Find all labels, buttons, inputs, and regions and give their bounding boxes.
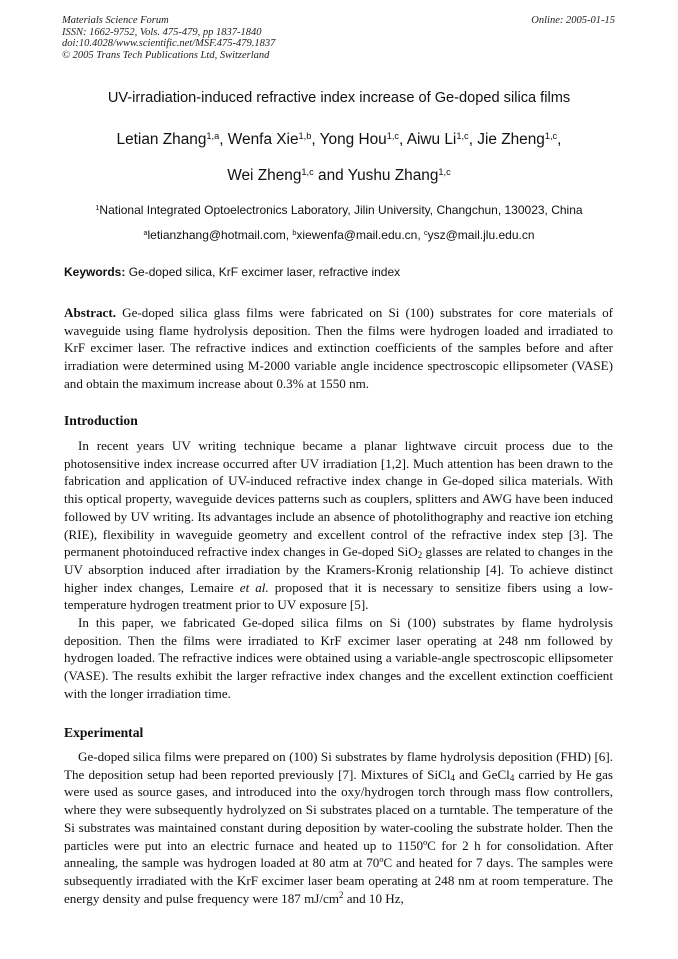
author-affiliation-mark: 1,b (298, 130, 312, 141)
online-date: Online: 2005-01-15 (531, 15, 615, 26)
introduction-body (64, 437, 613, 703)
author-affiliation-mark: 1,c (438, 166, 451, 177)
author-line-1: Letian Zhang$^{1,a}$, Wenfa Xie$^{1,b}$, Yong Hou$^{1,c}$, Aiwu Li$^{1,c}$, Jie Zheng$^{1,c}$, (116, 130, 562, 148)
author-affiliation-mark: 1,c (301, 166, 314, 177)
author-name: Letian Zhang (116, 131, 207, 148)
abstract-text: Ge-doped silica glass films were fabricated on Si (100) substrates for core materials of waveguide using flame hydrolysis deposition. Then the films were hydrogen loaded and irradiated to KrF excimer laser. The refractive indices and extinction coefficients of the samples before and after irradiation were determined using M-2000 variable angle incidence spectroscopic ellipsometer (VASE) and obtain the maximum increase about 0.3% at 1550 nm. (64, 305, 613, 391)
author-name: Yushu Zhang (347, 167, 439, 184)
author-name: Aiwu Li (406, 131, 457, 148)
keywords-text: Ge-doped silica, KrF excimer laser, refractive index (128, 265, 401, 279)
issn-line: ISSN: 1662-9752, Vols. 475-479, pp 1837-1840 (62, 26, 262, 38)
text-run: Ge-doped silica films were prepared on (100) Si substrates by flame hydrolysis deposition (FHD) [6]. The deposition setup had been reported previously [7]. Mixtures of SiCl (64, 749, 613, 782)
affiliation-text: National Integrated Optoelectronics Laboratory, Jilin University, Changchun, 130023, China (99, 203, 583, 217)
author-name: Wenfa Xie (227, 131, 299, 148)
experimental-body (64, 748, 613, 907)
paragraph (64, 437, 613, 614)
text-run: and 10 Hz, (343, 890, 404, 906)
italic-text: et al. (239, 579, 269, 595)
author-conjunction: and (318, 167, 344, 184)
subscript: 2 (417, 550, 423, 561)
introduction-heading: Introduction (64, 413, 138, 428)
experimental-heading: Experimental (64, 725, 144, 740)
email-address: ysz@mail.jlu.edu.cn (427, 228, 535, 242)
affiliation (0, 203, 678, 217)
email-mark: c (424, 228, 428, 238)
email-address: letianzhang@hotmail.com, (147, 228, 290, 242)
text-run: carried by He gas were used as source gases, and introduced into the oxy/hydrogen torch through mass flow controllers, where they were subsequently hydrolyzed on Si substrates placed on a turntable. The temperature of the Si substrates was maintained constant during deposition by water-cooling the substrate holder. Then the particles were put into an electric furnace and heated up to 1150ºC for 2 h for consolidation. After annealing, the sample was hydrogen loaded at 80 atm at 70ºC and heated for 7 days. The samples were subsequently irradiated with the KrF excimer laser beam operating at 248 nm at room temperature. The energy density and pulse frequency were 187 mJ/cm (64, 766, 614, 906)
text-run: and GeCl (454, 766, 510, 782)
subscript: 4 (509, 772, 515, 783)
author-name: Jie Zheng (477, 131, 545, 148)
text-run: glasses are related to changes in the UV absorption induced after irradiation by the Kramers-Kronig relationship [4]. To achieve distinct higher index changes, Lemaire (64, 544, 613, 595)
author-affiliation-mark: 1,c (386, 130, 400, 141)
email-mark: b (292, 228, 297, 238)
author-affiliation-mark: 1,a (206, 130, 220, 141)
copyright-line: © 2005 Trans Tech Publications Ltd, Switzerland (62, 49, 270, 61)
journal-header (62, 15, 615, 61)
abstract (64, 304, 613, 393)
journal-name: Materials Science Forum (62, 15, 169, 26)
paper-title: UV-irradiation-induced refractive index increase of Ge-doped silica films (107, 90, 571, 106)
doi-line: doi:10.4028/www.scientific.net/MSF.475-479.1837 (62, 38, 276, 49)
keywords-label: Keywords: (64, 265, 126, 279)
abstract-label: Abstract. (64, 305, 116, 320)
paragraph (64, 748, 613, 907)
author-line-2 (0, 167, 678, 185)
superscript: 2 (339, 889, 344, 900)
author-affiliation-mark: 1,c (544, 130, 558, 141)
keywords (64, 265, 400, 279)
text-run: proposed that it is necessary to sensitize fibers using a low-temperature hydrogen treatment prior to UV exposure [5]. (64, 579, 613, 613)
author-name: Wei Zheng (227, 167, 302, 184)
email-mark: a (143, 228, 148, 238)
email-address: xiewenfa@mail.edu.cn, (296, 228, 421, 242)
author-name: Yong Hou (319, 131, 387, 148)
author-emails (0, 228, 678, 242)
author-affiliation-mark: 1,c (456, 130, 469, 141)
paragraph: In this paper, we fabricated Ge-doped silica films on Si (100) substrates by flame hydrolysis deposition. Then the films were irradiated to KrF excimer laser operating at 248 nm followed by hydrogen loaded. The refractive indices were obtained using a variable-angle spectroscopic ellipsometer (VASE). The results exhibit the larger refractive index changes and the excellent extinction coefficient with the longer irradiation time. (64, 615, 613, 701)
subscript: 4 (450, 772, 455, 783)
affiliation-mark: 1 (95, 203, 100, 213)
text-run: In recent years UV writing technique became a planar lightwave circuit process due to the photosensitive index increase occurred after UV irradiation [1,2]. Much attention has been drawn to the fabrication and application of UV-induced refractive index change in Ge-doped silica materials. With this optical property, waveguide devices patterns such as couplers, splitters and AWG have been induced followed by UV writing. Its advantages include an absence of photolithography and reactive ion etching (RIE), flexibility in waveguide geometry and excellent control of the refractive index step [3]. The permanent photoinduced refractive index changes in Ge-doped SiO (64, 438, 613, 560)
